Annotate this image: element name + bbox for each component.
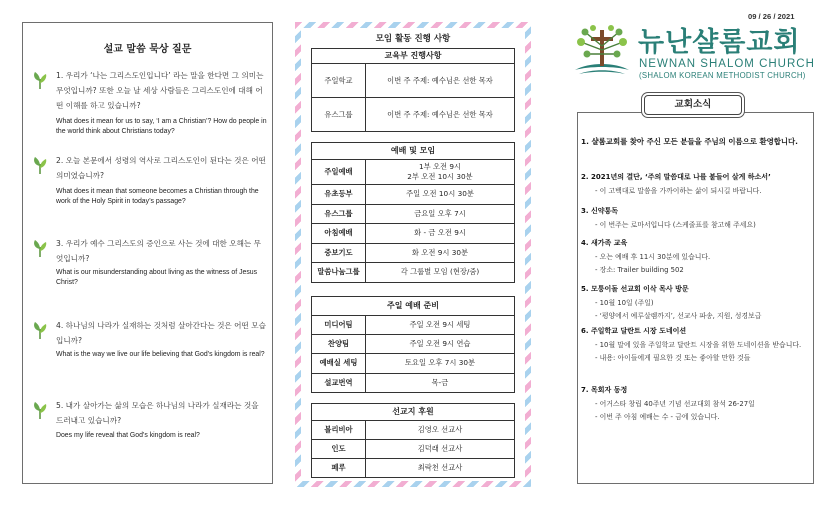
table-label: 예배실 세팅 xyxy=(312,354,366,373)
table-value xyxy=(366,160,515,185)
news-sub: - 내용: 아이들에게 필요한 것 또는 좋아할 만한 것들 xyxy=(595,354,751,362)
table-label: 말씀나눔그룹 xyxy=(312,263,366,283)
church-logo-icon xyxy=(571,24,633,84)
worship-table xyxy=(311,142,515,283)
table-value: 화 - 금 오전 9시 xyxy=(366,224,515,244)
service-time-1: 1부 오전 9시 xyxy=(418,162,462,171)
news-sub: - 장소: Trailer building 502 xyxy=(595,266,684,274)
news-head: 3. 신약통독 xyxy=(581,207,619,215)
church-name-en-sub: (SHALOM KOREAN METHODIST CHURCH) xyxy=(639,71,806,80)
table-value: 이번 주 주제: 예수님은 선한 목자 xyxy=(366,98,515,132)
leaf-icon xyxy=(32,70,48,90)
question-ko: 5. 내가 살아가는 삶의 모습은 하나님의 나라가 실재라는 것을 드러내고 있습니까? xyxy=(56,401,259,425)
activities-inner xyxy=(301,28,525,481)
table-label: 미디어팀 xyxy=(312,316,366,335)
news-item xyxy=(581,237,809,278)
news-item xyxy=(581,283,809,324)
news-sub: - 어거스타 창립 40주년 기념 선교대회 참석 26-27일 xyxy=(595,399,755,408)
table-label: 유스그룹 xyxy=(312,204,366,224)
table-label: 주일예배 xyxy=(312,160,366,185)
table-value: 화 오전 9시 30분 xyxy=(366,243,515,263)
news-sub: - 10월 말에 있을 주일학교 달란트 시장을 위한 도네이션을 받습니다. xyxy=(595,340,802,349)
leaf-icon xyxy=(32,400,48,420)
meditation-questions-panel xyxy=(22,22,273,484)
worship-header: 예배 및 모임 xyxy=(312,143,515,160)
news-head: 7. 목회자 동정 xyxy=(581,386,628,394)
leaf-icon xyxy=(32,320,48,340)
prep-header: 주일 예배 준비 xyxy=(312,297,515,316)
leaf-icon xyxy=(32,155,48,175)
news-item xyxy=(581,384,809,425)
news-item xyxy=(581,325,809,366)
table-label: 유초등부 xyxy=(312,185,366,205)
table-value: 김영오 선교사 xyxy=(366,421,515,440)
question-en: Does my life reveal that God’s kingdom is real? xyxy=(56,432,200,439)
news-sub: - 이번 주 아침 예배는 수 - 금에 있습니다. xyxy=(595,413,720,421)
news-sub: - 이 번주는 로마서입니다 (스케줄표를 참고해 주세요) xyxy=(595,220,756,229)
table-value: 금요일 오후 7시 xyxy=(366,204,515,224)
table-label: 설교번역 xyxy=(312,373,366,392)
news-sub: - 이 고백대로 말씀을 가까이하는 삶이 되시길 바랍니다. xyxy=(595,186,762,195)
meditation-title: 설교 말씀 묵상 질문 xyxy=(103,44,192,55)
question-ko: 1. 우리가 ‘나는 그리스도인입니다’ 라는 말을 한다면 그 의미는 무엇입니까? 또한 오늘 날 세상 사람들은 그리스도인에 대해 어떤 이해를 하고 있습니까? xyxy=(56,71,264,110)
table-value: 토요일 오후 7시 30분 xyxy=(366,354,515,373)
question-en: What is our misunderstanding about living as the witness of Jesus Christ? xyxy=(56,269,258,286)
table-value: 각 그룹별 모임 (현장/줌) xyxy=(366,263,515,283)
leaf-icon xyxy=(32,238,48,258)
table-label: 중보기도 xyxy=(312,243,366,263)
education-header: 교육부 진행사항 xyxy=(312,49,515,64)
bulletin-date: 09 / 26 / 2021 xyxy=(748,12,795,21)
table-label: 볼리비아 xyxy=(312,421,366,440)
table-value: 김덕래 선교사 xyxy=(366,440,515,459)
table-value: 주일 오전 9시 연습 xyxy=(366,335,515,354)
question-ko: 4. 하나님의 나라가 실재하는 것처럼 살아간다는 것은 어떤 모습입니까? xyxy=(56,321,266,345)
service-prep-table xyxy=(311,296,515,393)
news-sub: - 오는 예배 후 11시 30분에 있습니다. xyxy=(595,252,711,261)
table-value: 주일 오전 10시 30분 xyxy=(366,185,515,205)
table-label: 찬양팀 xyxy=(312,335,366,354)
news-head: 5. 모퉁이돌 선교회 이삭 목사 방문 xyxy=(581,285,689,293)
activities-panel xyxy=(295,22,531,487)
question-en: What does it mean that someone becomes a Christian through the work of the Holy Spirit in today’s passage? xyxy=(56,188,259,205)
news-head: 2. 2021년의 결단, ‘주의 말씀대로 나를 붙들어 살게 하소서’ xyxy=(581,173,771,181)
table-label: 아침예배 xyxy=(312,224,366,244)
table-label: 주일학교 xyxy=(312,64,366,98)
table-label: 페루 xyxy=(312,459,366,478)
news-sub: - ‘평양에서 예루살렘까지’, 선교사 파송, 지원, 성경보급 xyxy=(595,312,762,320)
news-item xyxy=(581,205,809,232)
church-name-en: NEWNAN SHALOM CHURCH xyxy=(639,58,815,70)
church-news-title: 교회소식 xyxy=(644,95,742,115)
news-item xyxy=(581,134,809,150)
news-sub: - 10월 10일 (주일) xyxy=(595,298,654,307)
table-label: 인도 xyxy=(312,440,366,459)
mission-support-table xyxy=(311,403,515,478)
news-item xyxy=(581,171,809,198)
table-value: 최락천 선교사 xyxy=(366,459,515,478)
mission-header: 선교지 후원 xyxy=(312,404,515,421)
question-en: What is the way we live our life believing that God’s kingdom is real? xyxy=(56,351,265,358)
question-ko: 3. 우리가 예수 그리스도의 증인으로 사는 것에 대한 오해는 무엇입니까? xyxy=(56,239,262,263)
education-table xyxy=(311,48,515,132)
church-name-ko: 뉴난샬롬교회 xyxy=(638,27,801,58)
question-en: What does it mean for us to say, ‘I am a Christian’? How do people in the world think about Christians today? xyxy=(56,118,267,135)
table-label: 유스그룹 xyxy=(312,98,366,132)
news-head: 4. 새가족 교육 xyxy=(581,239,628,247)
question-ko: 2. 오늘 본문에서 성령의 역사로 그리스도인이 된다는 것은 어떤 의미였습니까? xyxy=(56,156,266,180)
news-head: 6. 주일학교 달란트 시장 도네이션 xyxy=(581,327,687,335)
activities-title: 모임 활동 진행 사항 xyxy=(375,34,451,44)
service-time-2: 2부 오전 10시 30분 xyxy=(407,172,473,181)
table-value: 이번 주 주제: 예수님은 선한 목자 xyxy=(366,64,515,98)
table-value: 목-금 xyxy=(366,373,515,392)
table-value: 주일 오전 9시 세팅 xyxy=(366,316,515,335)
news-head: 1. 샬롬교회를 찾아 주신 모든 분들을 주님의 이름으로 환영합니다. xyxy=(581,137,798,146)
